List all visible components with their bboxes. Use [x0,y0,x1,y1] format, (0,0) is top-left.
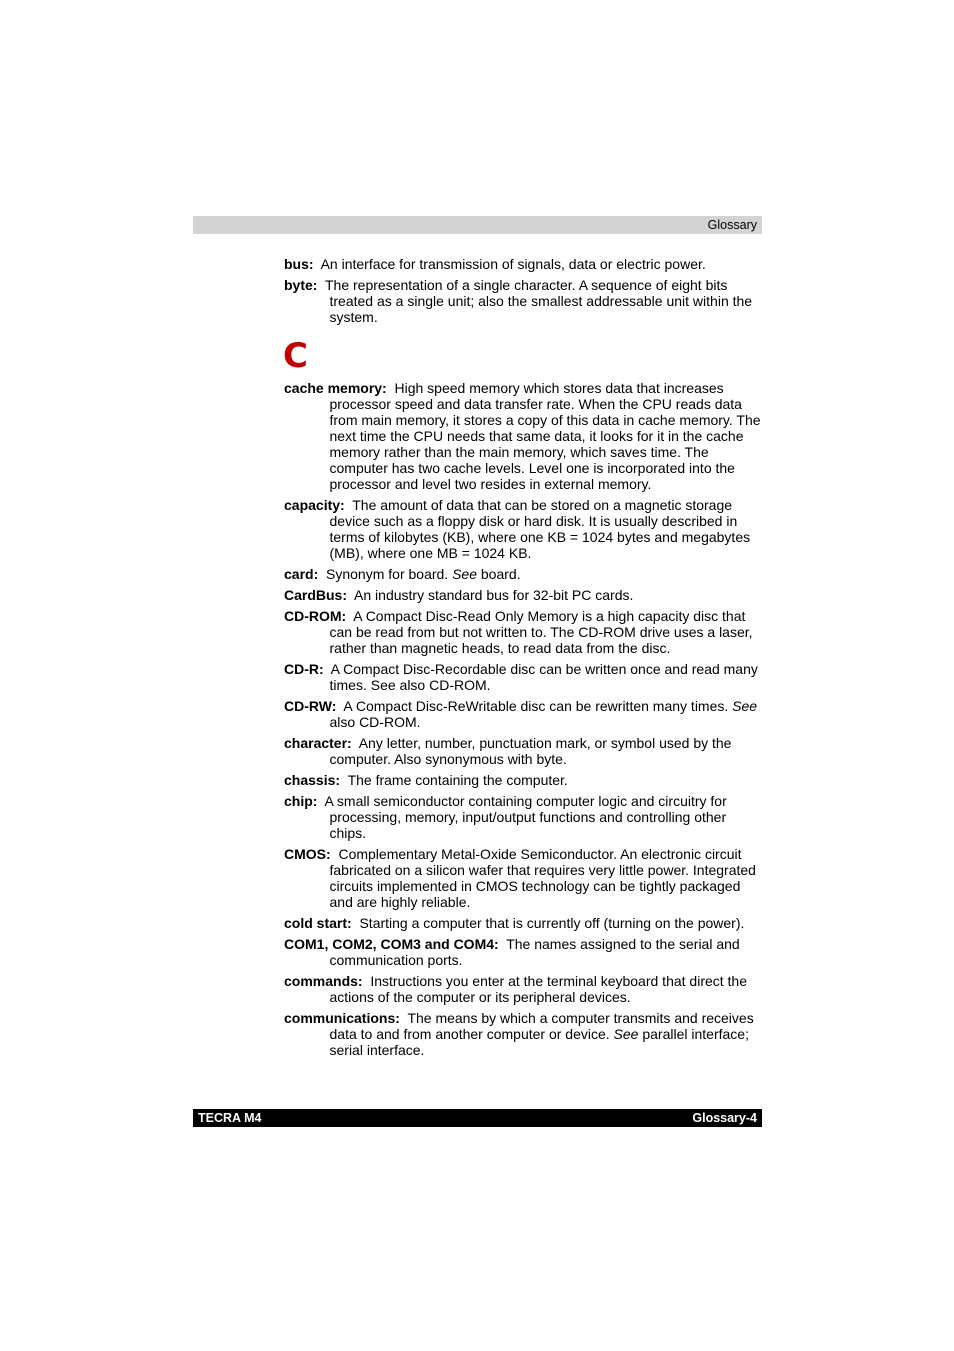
definition-text: The representation of a single character. A sequence of eight bits treated as a single unit; also the smallest addressable unit within the system. [324,277,753,325]
glossary-entry [284,277,762,325]
glossary-term: COM1, COM2, COM3 and COM4: [284,936,499,952]
glossary-entry [284,735,762,767]
entries-b [284,256,762,325]
glossary-term: cold start: [284,915,352,931]
glossary-term: CD-R: [284,661,324,677]
header-title: Glossary [707,218,757,232]
definition-text: also CD-ROM. [329,714,421,730]
glossary-entry [284,380,762,492]
definition-text: High speed memory which stores data that increases processor speed and data transfer rate. When the CPU reads data from main memory, it stores a copy of this data in cache memory. The next time the CPU needs that same data, it looks for it in the cache memory rather than the main memory, which saves time. The computer has two cache levels. Level one is incorporated into the processor and level two resides in external memory. [329,380,761,492]
definition-text: The names assigned to the serial and communication ports. [329,936,740,968]
glossary-entry [284,1010,762,1058]
definition-text: See [613,1026,639,1042]
running-footer [193,1109,762,1127]
definition-text: Synonym for board. [326,566,453,582]
definition-text: A Compact Disc-Read Only Memory is a high capacity disc that can be read from but not written to. The CD-ROM drive uses a laser, rather than magnetic heads, to read data from the disc. [329,608,753,656]
glossary-term: chip: [284,793,318,809]
definition-text: board. [477,566,521,582]
glossary-entry [284,915,762,931]
definition-text: The frame containing the computer. [347,772,568,788]
glossary-entry [284,661,762,693]
section-letter: C [283,336,308,376]
footer-product-name: TECRA M4 [198,1111,262,1125]
glossary-term: chassis: [284,772,341,788]
glossary-term: card: [284,566,319,582]
definition-text: A Compact Disc-Recordable disc can be written once and read many times. See also CD-ROM. [329,661,758,693]
glossary-term: CD-RW: [284,698,337,714]
glossary-term: communications: [284,1010,400,1026]
glossary-entry [284,608,762,656]
running-header [193,216,762,234]
glossary-term: commands: [284,973,363,989]
glossary-content [284,256,762,1063]
glossary-term: bus: [284,256,314,272]
definition-text: Complementary Metal-Oxide Semiconductor. An electronic circuit fabricated on a silicon wafer that requires very little power. Integrated circuits implemented in CMOS technology can be tightly packaged and are highly reliable. [329,846,756,910]
definition-text: parallel interface; serial interface. [329,1026,749,1058]
definition-text: A Compact Disc-ReWritable disc can be rewritten many times. [343,698,733,714]
definition-text: An industry standard bus for 32-bit PC cards. [354,587,634,603]
glossary-term: CD-ROM: [284,608,347,624]
glossary-term: CMOS: [284,846,331,862]
glossary-term: character: [284,735,352,751]
glossary-entry [284,698,762,730]
definition-text: The means by which a computer transmits and receives data to and from another computer or device. [329,1010,754,1042]
glossary-entry [284,846,762,910]
glossary-entry [284,566,762,582]
glossary-term: cache memory: [284,380,387,396]
glossary-entry [284,973,762,1005]
glossary-entry [284,497,762,561]
glossary-entry [284,793,762,841]
glossary-entry [284,772,762,788]
definition-text: See [732,698,758,714]
entries-c [284,380,762,1058]
glossary-entry [284,256,762,272]
definition-text: Starting a computer that is currently off (turning on the power). [359,915,745,931]
glossary-term: capacity: [284,497,345,513]
definition-text: An interface for transmission of signals, data or electric power. [320,256,706,272]
definition-text: Instructions you enter at the terminal keyboard that direct the actions of the computer or its peripheral devices. [329,973,748,1005]
definition-text: Any letter, number, punctuation mark, or symbol used by the computer. Also synonymous with byte. [329,735,732,767]
definition-text: See [452,566,477,582]
footer-page-number: Glossary-4 [692,1111,757,1125]
definition-text: A small semiconductor containing computer logic and circuitry for processing, memory, input/output functions and controlling other chips. [324,793,727,841]
glossary-entry [284,936,762,968]
definition-text: The amount of data that can be stored on a magnetic storage device such as a floppy disk or hard disk. It is usually described in terms of kilobytes (KB), where one KB = 1024 bytes and megabytes (MB), where one MB = 1024 KB. [329,497,751,561]
glossary-term: CardBus: [284,587,348,603]
glossary-entry [284,587,762,603]
glossary-term: byte: [284,277,318,293]
